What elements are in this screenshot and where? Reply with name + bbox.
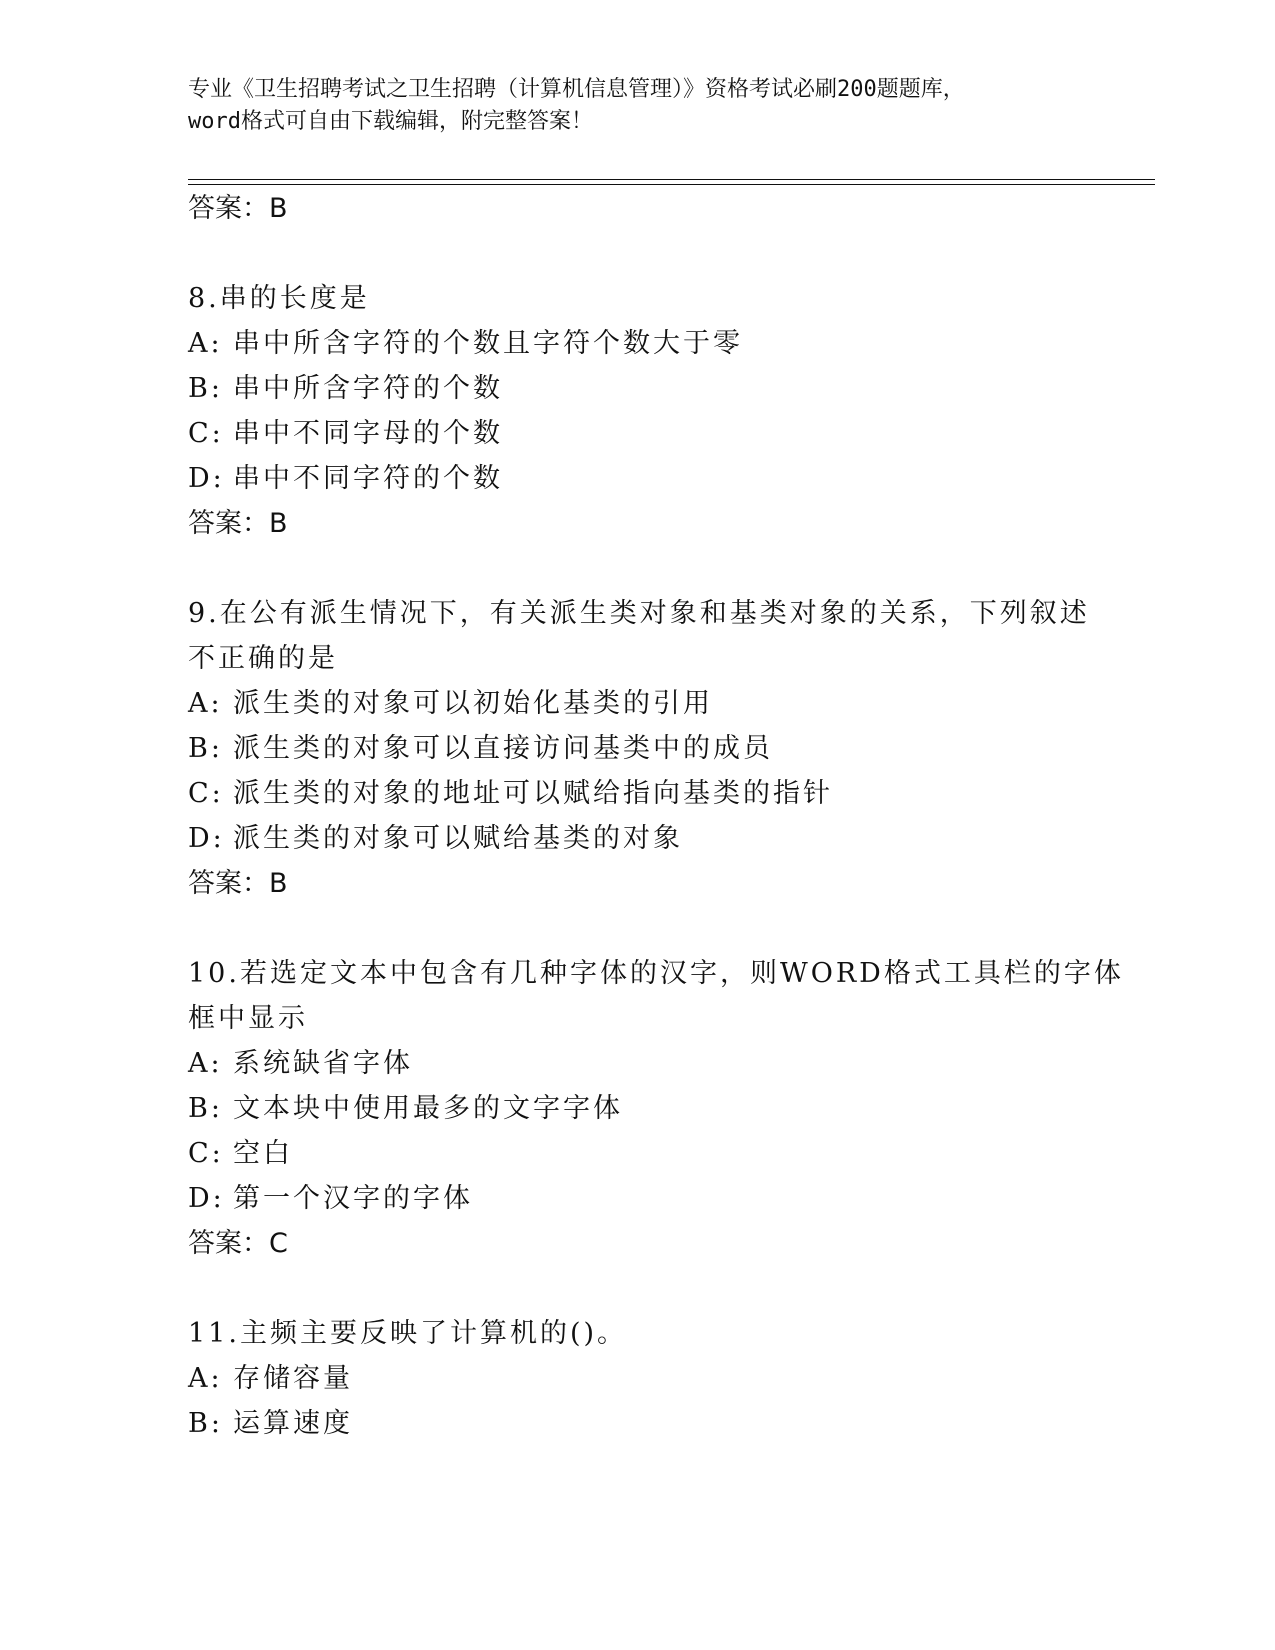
answer-value: C	[269, 1228, 288, 1259]
option-letter: A:	[188, 1363, 223, 1394]
answer-label: 答案：	[188, 193, 269, 224]
answer-line	[188, 507, 288, 541]
header-line-2: word格式可自由下载编辑，附完整答案！	[188, 109, 593, 134]
option-b	[188, 372, 503, 406]
option-letter: C:	[188, 1138, 224, 1169]
answer-line	[188, 1227, 288, 1261]
option-letter: A:	[188, 688, 223, 719]
option-text: 空白	[233, 1138, 293, 1169]
option-d	[188, 1182, 473, 1216]
question-text: 若选定文本中包含有几种字体的汉字，则WORD格式工具栏的字体	[239, 958, 1124, 989]
answer-line	[188, 867, 288, 901]
option-letter: D:	[188, 1183, 225, 1214]
option-letter: A:	[188, 328, 223, 359]
option-text: 存储容量	[233, 1363, 353, 1394]
option-text: 系统缺省字体	[233, 1048, 413, 1079]
option-b	[188, 1407, 353, 1441]
option-b	[188, 1092, 623, 1126]
header-rule-bottom	[188, 184, 1155, 185]
option-text: 串中不同字母的个数	[233, 418, 503, 449]
option-letter: C:	[188, 778, 224, 809]
option-a	[188, 327, 743, 361]
document-header	[188, 74, 1088, 138]
answer-label: 答案：	[188, 868, 269, 899]
option-text: 运算速度	[233, 1408, 353, 1439]
question-stem	[188, 597, 1090, 631]
option-letter: B:	[188, 733, 223, 764]
option-d	[188, 462, 503, 496]
question-stem	[188, 957, 1124, 991]
header-line-1: 专业《卫生招聘考试之卫生招聘（计算机信息管理）》资格考试必刷200题题库，	[188, 77, 965, 102]
option-c	[188, 1137, 293, 1171]
question-stem-continued: 不正确的是	[188, 643, 338, 674]
option-a	[188, 1362, 353, 1396]
option-d	[188, 822, 683, 856]
option-letter: A:	[188, 1048, 223, 1079]
option-c	[188, 417, 503, 451]
option-letter: B:	[188, 373, 223, 404]
option-letter: D:	[188, 463, 225, 494]
header-rule-top	[188, 179, 1155, 180]
option-c	[188, 777, 833, 811]
option-text: 文本块中使用最多的文字字体	[233, 1093, 623, 1124]
option-text: 第一个汉字的字体	[233, 1183, 473, 1214]
question-text: 在公有派生情况下，有关派生类对象和基类对象的关系，下列叙述	[219, 598, 1090, 629]
question-number: 11.	[188, 1318, 240, 1349]
option-letter: B:	[188, 1093, 223, 1124]
question-stem-continued: 框中显示	[188, 1003, 308, 1034]
question-number: 10.	[188, 958, 240, 989]
question-text: 串的长度是	[219, 283, 370, 314]
option-a	[188, 687, 713, 721]
option-letter: B:	[188, 1408, 223, 1439]
option-text: 串中不同字符的个数	[233, 463, 503, 494]
option-a	[188, 1047, 413, 1081]
question-number: 8.	[188, 283, 220, 314]
answer-value: B	[269, 508, 288, 539]
option-b	[188, 732, 773, 766]
option-text: 串中所含字符的个数	[233, 373, 503, 404]
option-text: 派生类的对象可以赋给基类的对象	[233, 823, 683, 854]
option-text: 派生类的对象可以直接访问基类中的成员	[233, 733, 773, 764]
question-stem	[188, 1317, 627, 1351]
option-text: 串中所含字符的个数且字符个数大于零	[233, 328, 743, 359]
option-letter: D:	[188, 823, 225, 854]
option-letter: C:	[188, 418, 224, 449]
option-text: 派生类的对象可以初始化基类的引用	[233, 688, 713, 719]
answer-value: B	[269, 193, 288, 224]
answer-label: 答案：	[188, 1228, 269, 1259]
question-text: 主频主要反映了计算机的()。	[239, 1318, 628, 1349]
option-text: 派生类的对象的地址可以赋给指向基类的指针	[233, 778, 833, 809]
answer-label: 答案：	[188, 508, 269, 539]
answer-line	[188, 192, 288, 226]
answer-value: B	[269, 868, 288, 899]
question-stem	[188, 282, 370, 316]
question-number: 9.	[188, 598, 220, 629]
